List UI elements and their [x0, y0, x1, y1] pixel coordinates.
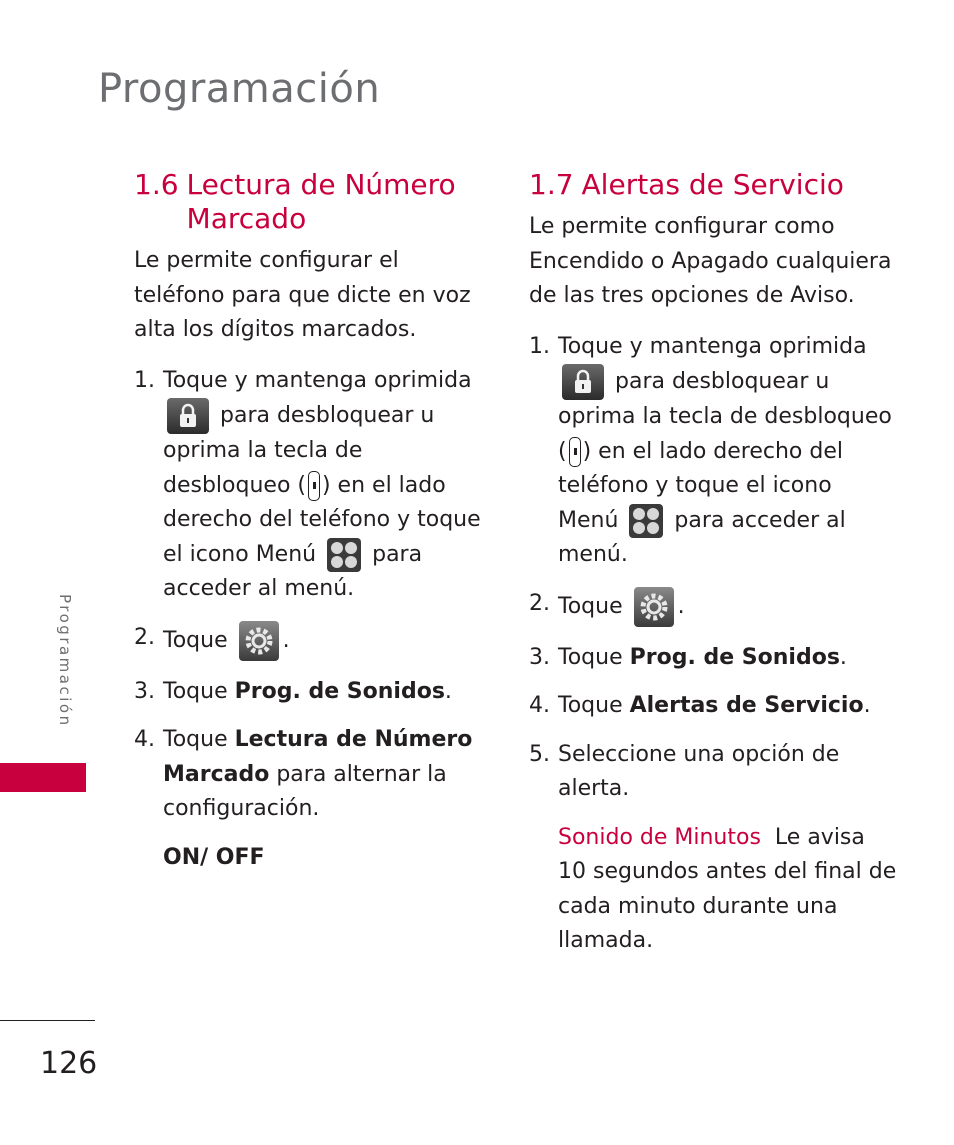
section-number: 1.6	[134, 168, 179, 201]
step-item	[134, 364, 494, 607]
step-number: 5.	[529, 741, 550, 767]
step-text-part: ) en el lado derecho del teléfono y toque el icono Menú	[163, 472, 481, 567]
step-text-part: Toque	[558, 644, 630, 670]
menu-icon	[327, 538, 361, 572]
menu-icon	[629, 504, 663, 538]
step-text	[558, 689, 899, 724]
step-text-part: para alternar la configuración.	[163, 761, 447, 821]
step-number: 4.	[529, 693, 550, 718]
step-text-part: Toque y mantenga oprimida	[558, 333, 867, 359]
step-number: 4.	[134, 727, 155, 752]
side-tab-label: Programación	[56, 594, 74, 728]
step-text-part: para acceder al menú.	[163, 541, 423, 601]
step-item	[529, 330, 899, 573]
option-term: Sonido de Minutos	[558, 824, 761, 850]
side-key-icon	[308, 471, 320, 501]
section-number: 1.7	[529, 168, 574, 201]
step-text	[163, 621, 494, 661]
section-intro: Le permite configurar el teléfono para que dicte en voz alta los dígitos marcados.	[134, 248, 471, 342]
settings-gear-icon	[634, 587, 674, 627]
step-text-part: .	[863, 693, 871, 718]
step-text	[558, 641, 899, 676]
step-item	[134, 723, 494, 827]
step-text-part: Toque	[558, 593, 623, 619]
step-text-part: .	[677, 593, 685, 619]
lock-icon	[167, 398, 209, 434]
step-text: Seleccione una opción de alerta.	[558, 741, 840, 801]
side-key-icon	[569, 437, 581, 467]
step-item	[134, 675, 494, 710]
step-text-part: .	[282, 627, 290, 653]
step-text	[163, 675, 494, 710]
step-number: 3.	[529, 644, 550, 670]
step-text-part: Toque	[163, 627, 228, 653]
step-text-part: .	[839, 644, 847, 670]
step-item	[529, 689, 899, 724]
menu-path-label: Lectura de Número Marcado	[163, 727, 473, 787]
step-number: 1.	[529, 333, 550, 359]
option-description	[558, 821, 899, 959]
step-number: 3.	[134, 678, 155, 704]
step-text-part: Toque	[558, 693, 630, 718]
option-values: ON/ OFF	[163, 844, 265, 870]
step-text	[163, 364, 494, 607]
section-heading	[134, 168, 494, 236]
settings-gear-icon	[239, 621, 279, 661]
section-lectura-numero-marcado	[134, 168, 494, 875]
lock-icon	[562, 364, 604, 400]
step-item	[529, 587, 899, 627]
option-desc-text: Le avisa 10 segundos antes del final de cada minuto durante una llamada.	[558, 824, 897, 953]
steps-list	[529, 330, 899, 807]
step-text	[163, 723, 494, 827]
menu-path-label: Prog. de Sonidos	[234, 678, 445, 704]
step-text-part: para acceder al menú.	[558, 507, 846, 567]
section-intro: Le permite configurar como Encendido o Apagado cualquiera de las tres opciones de Aviso.	[529, 214, 892, 308]
step-item	[529, 738, 899, 807]
section-title: Alertas de Servicio	[581, 168, 844, 201]
step-text-part: .	[444, 678, 452, 704]
section-title: Lectura de Número Marcado	[186, 168, 456, 235]
side-tab-marker	[0, 763, 86, 792]
footer-divider	[0, 1020, 95, 1021]
step-item	[529, 641, 899, 676]
step-text-part: Toque	[163, 727, 235, 752]
menu-path-label: Alertas de Servicio	[629, 693, 864, 718]
page-title: Programación	[98, 66, 381, 112]
step-text-part: para desbloquear u oprima la tecla de desbloqueo (	[163, 403, 435, 498]
step-text	[558, 330, 899, 573]
step-number: 2.	[529, 590, 550, 616]
menu-path-label: Prog. de Sonidos	[629, 644, 840, 670]
step-text-part: Toque	[163, 678, 235, 704]
page-number: 126	[40, 1046, 98, 1081]
section-heading	[529, 168, 899, 202]
step-text-part: para desbloquear u oprima la tecla de desbloqueo (	[558, 369, 892, 464]
step-number: 2.	[134, 624, 155, 650]
steps-list	[134, 364, 494, 827]
step-text-part: Toque y mantenga oprimida	[163, 367, 472, 393]
step-item	[134, 621, 494, 661]
step-text	[558, 587, 899, 627]
section-alertas-de-servicio	[529, 168, 899, 959]
step-number: 1.	[134, 367, 155, 393]
step-text-part: ) en el lado derecho del teléfono y toque el icono Menú	[558, 438, 843, 533]
